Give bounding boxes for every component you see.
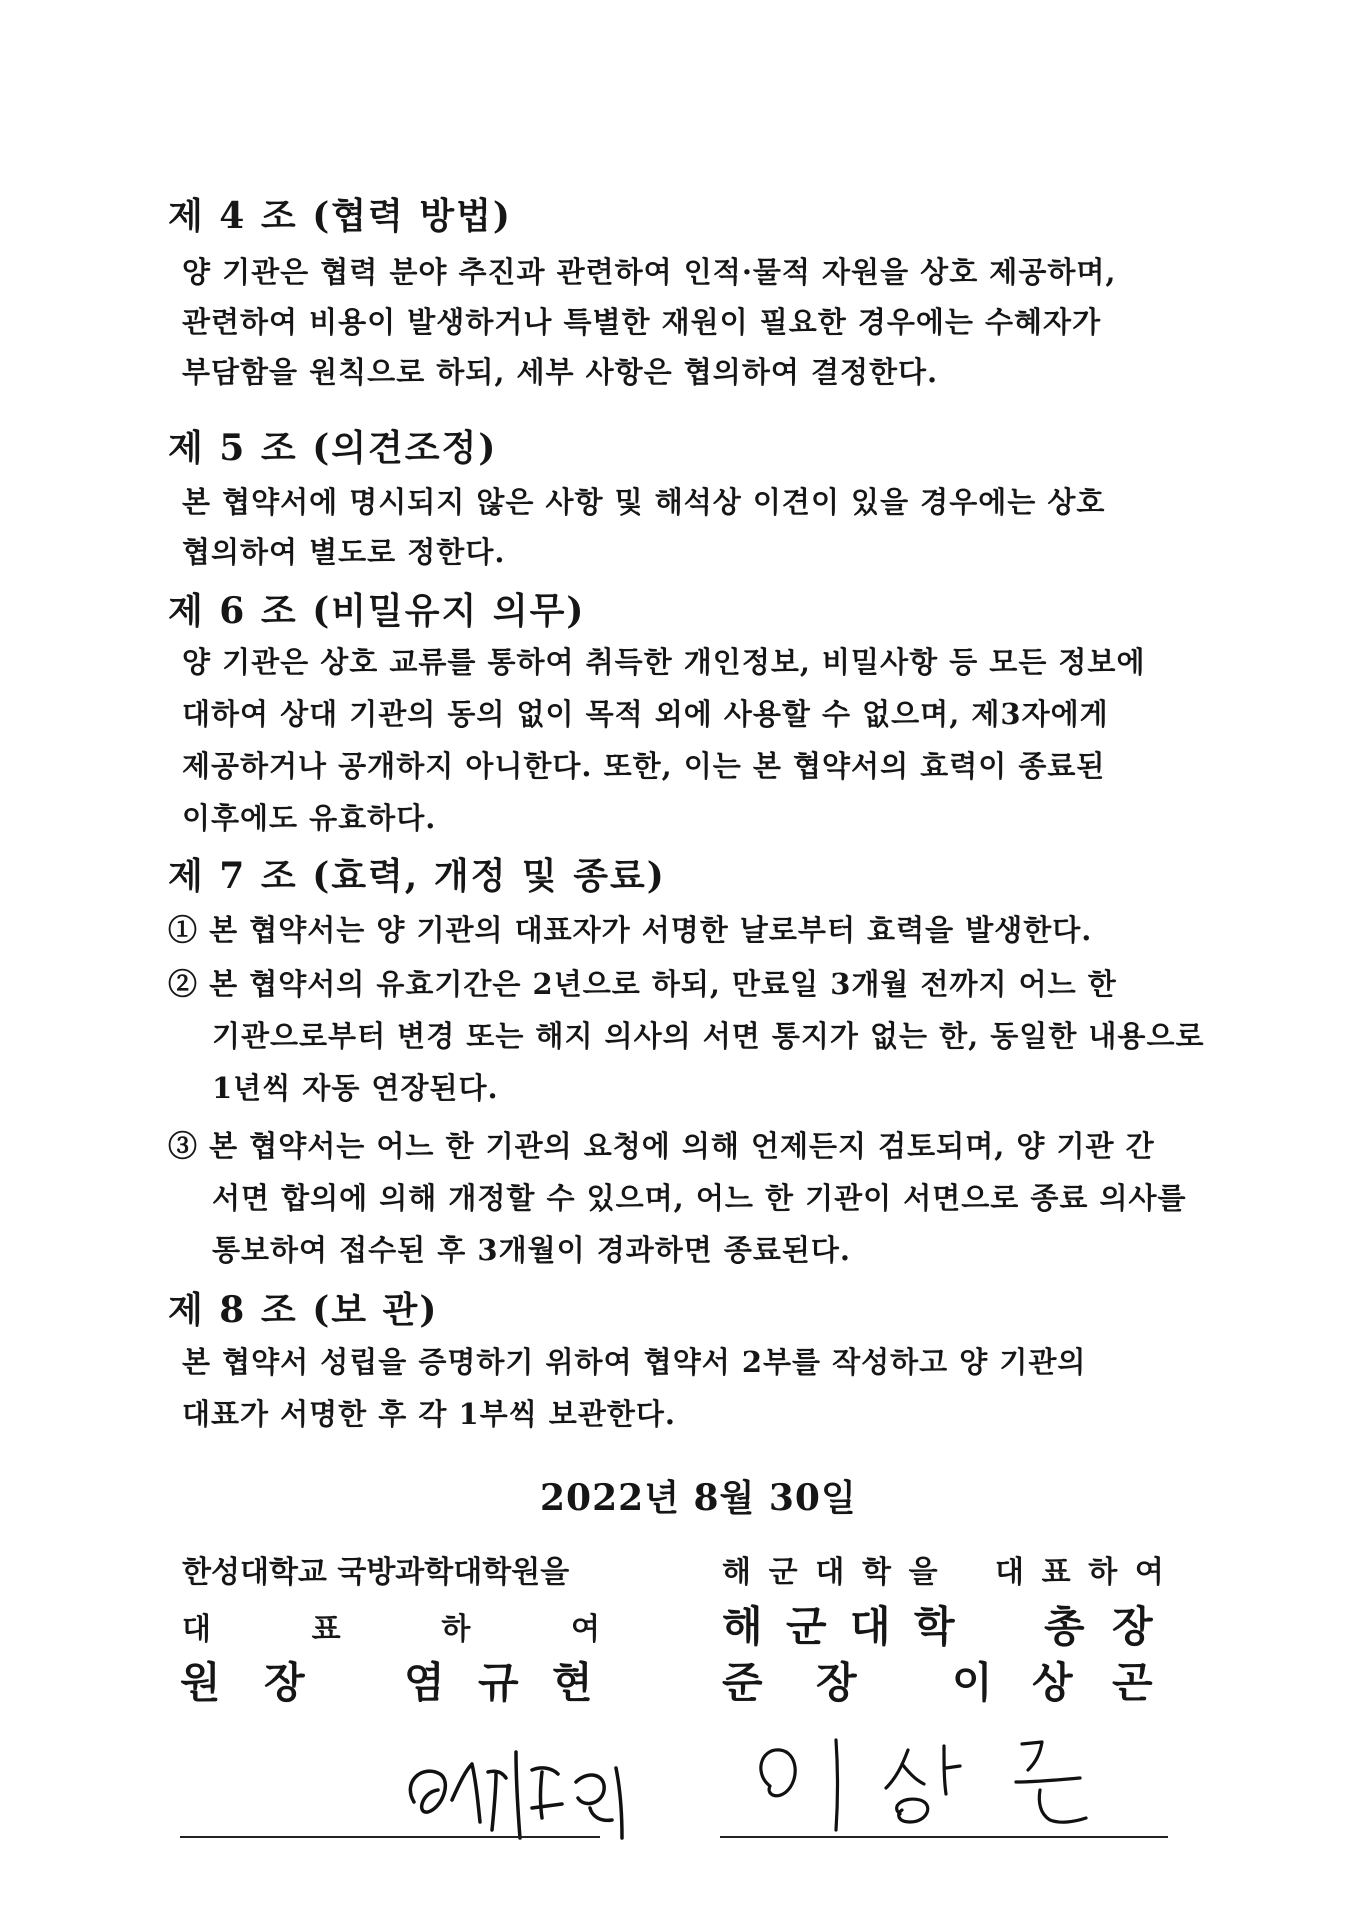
right-name-char: 곤 [1112,1658,1153,1707]
right-represent-char: 하 [1088,1555,1118,1590]
left-represent-char: 대 [182,1612,211,1647]
left-name-char: 현 [552,1658,593,1707]
right-represent-char: 을 [908,1555,938,1590]
article-7-clause-1: ① 본 협약서는 양 기관의 대표자가 서명한 날로부터 효력을 발생한다. [168,913,1093,947]
right-name-char: 상 [1032,1658,1073,1707]
article-8-title: 제 8 조 (보 관) [168,1289,439,1331]
right-represent-char: 표 [1041,1555,1071,1590]
article-8-line-1: 본 협약서 성립을 증명하기 위하여 협약서 2부를 작성하고 양 기관의 [182,1345,1087,1379]
right-rank-char: 장 [816,1658,857,1707]
article-7-clause-2-cont-1: 기관으로부터 변경 또는 해지 의사의 서면 통지가 없는 한, 동일한 내용으로 [212,1019,1205,1053]
right-signature-line [720,1836,1168,1838]
right-rank-char: 준 [722,1658,763,1707]
article-5-line-1: 본 협약서에 명시되지 않은 사항 및 해석상 이견이 있을 경우에는 상호 [182,485,1106,519]
right-position-char: 장 [1112,1602,1153,1651]
right-position-char: 총 [1044,1602,1085,1651]
article-7-clause-3-cont-2: 통보하여 접수된 후 3개월이 경과하면 종료된다. [212,1233,852,1267]
right-represent-char: 대 [994,1555,1024,1590]
left-represent-char: 여 [571,1612,600,1647]
article-6-title: 제 6 조 (비밀유지 의무) [168,590,586,632]
left-handwritten-signature [392,1712,662,1862]
right-represent-char: 대 [815,1555,845,1590]
left-name-char: 염 [404,1658,445,1707]
article-4-title: 제 4 조 (협력 방법) [168,195,512,237]
left-signatory-org: 한성대학교 국방과학대학원을 [182,1555,570,1590]
article-6-line-3: 제공하거나 공개하지 아니한다. 또한, 이는 본 협약서의 효력이 종료된 [182,749,1106,783]
article-7-clause-2: ② 본 협약서의 유효기간은 2년으로 하되, 만료일 3개월 전까지 어느 한 [168,967,1117,1001]
right-represent-line [722,1547,1164,1591]
article-6-line-1: 양 기관은 상호 교류를 통하여 취득한 개인정보, 비밀사항 등 모든 정보에 [182,645,1146,679]
signing-date: 2022년 8월 30일 [540,1477,857,1519]
article-8-line-2: 대표가 서명한 후 각 1부씩 보관한다. [182,1397,676,1431]
article-7-clause-3: ③ 본 협약서는 어느 한 기관의 요청에 의해 언제든지 검토되며, 양 기관 간 [168,1129,1155,1163]
article-4-line-3: 부담함을 원칙으로 하되, 세부 사항은 협의하여 결정한다. [182,355,939,389]
left-represent-line [182,1604,600,1648]
right-name-char: 이 [952,1658,993,1707]
right-represent-char: 해 [722,1555,751,1590]
left-name-char: 규 [478,1658,519,1707]
article-5-title: 제 5 조 (의견조정) [168,427,498,469]
left-represent-char: 하 [441,1612,471,1647]
left-title-char: 원 [180,1658,221,1707]
right-org-char: 대 [850,1602,891,1651]
right-org-char: 해 [722,1602,763,1651]
right-represent-char: 여 [1134,1555,1164,1590]
left-title-char: 장 [264,1658,305,1707]
right-signatory-name-line [722,1650,1168,1706]
article-6-line-4: 이후에도 유효하다. [182,801,437,835]
article-4-line-1: 양 기관은 협력 분야 추진과 관련하여 인적·물적 자원을 상호 제공하며, [182,255,1117,289]
article-7-clause-2-cont-2: 1년씩 자동 연장된다. [212,1071,499,1105]
left-signature-line [180,1836,600,1838]
left-represent-char: 표 [311,1612,341,1647]
right-represent-char: 군 [768,1555,798,1590]
right-org-line [722,1594,1168,1650]
article-6-line-2: 대하여 상대 기관의 동의 없이 목적 외에 사용할 수 없으며, 제3자에게 [182,697,1109,731]
article-4-line-2: 관련하여 비용이 발생하거나 특별한 재원이 필요한 경우에는 수혜자가 [182,305,1102,339]
right-represent-char: 학 [861,1555,891,1590]
article-7-title: 제 7 조 (효력, 개정 및 종료) [168,855,666,897]
article-5-line-2: 협의하여 별도로 정한다. [182,535,506,569]
left-signatory-name-line [180,1650,604,1706]
right-handwritten-signature [740,1730,1100,1840]
article-7-clause-3-cont-1: 서면 합의에 의해 개정할 수 있으며, 어느 한 기관이 서면으로 종료 의사를 [212,1181,1187,1215]
right-org-char: 학 [914,1602,955,1651]
right-org-char: 군 [786,1602,827,1651]
